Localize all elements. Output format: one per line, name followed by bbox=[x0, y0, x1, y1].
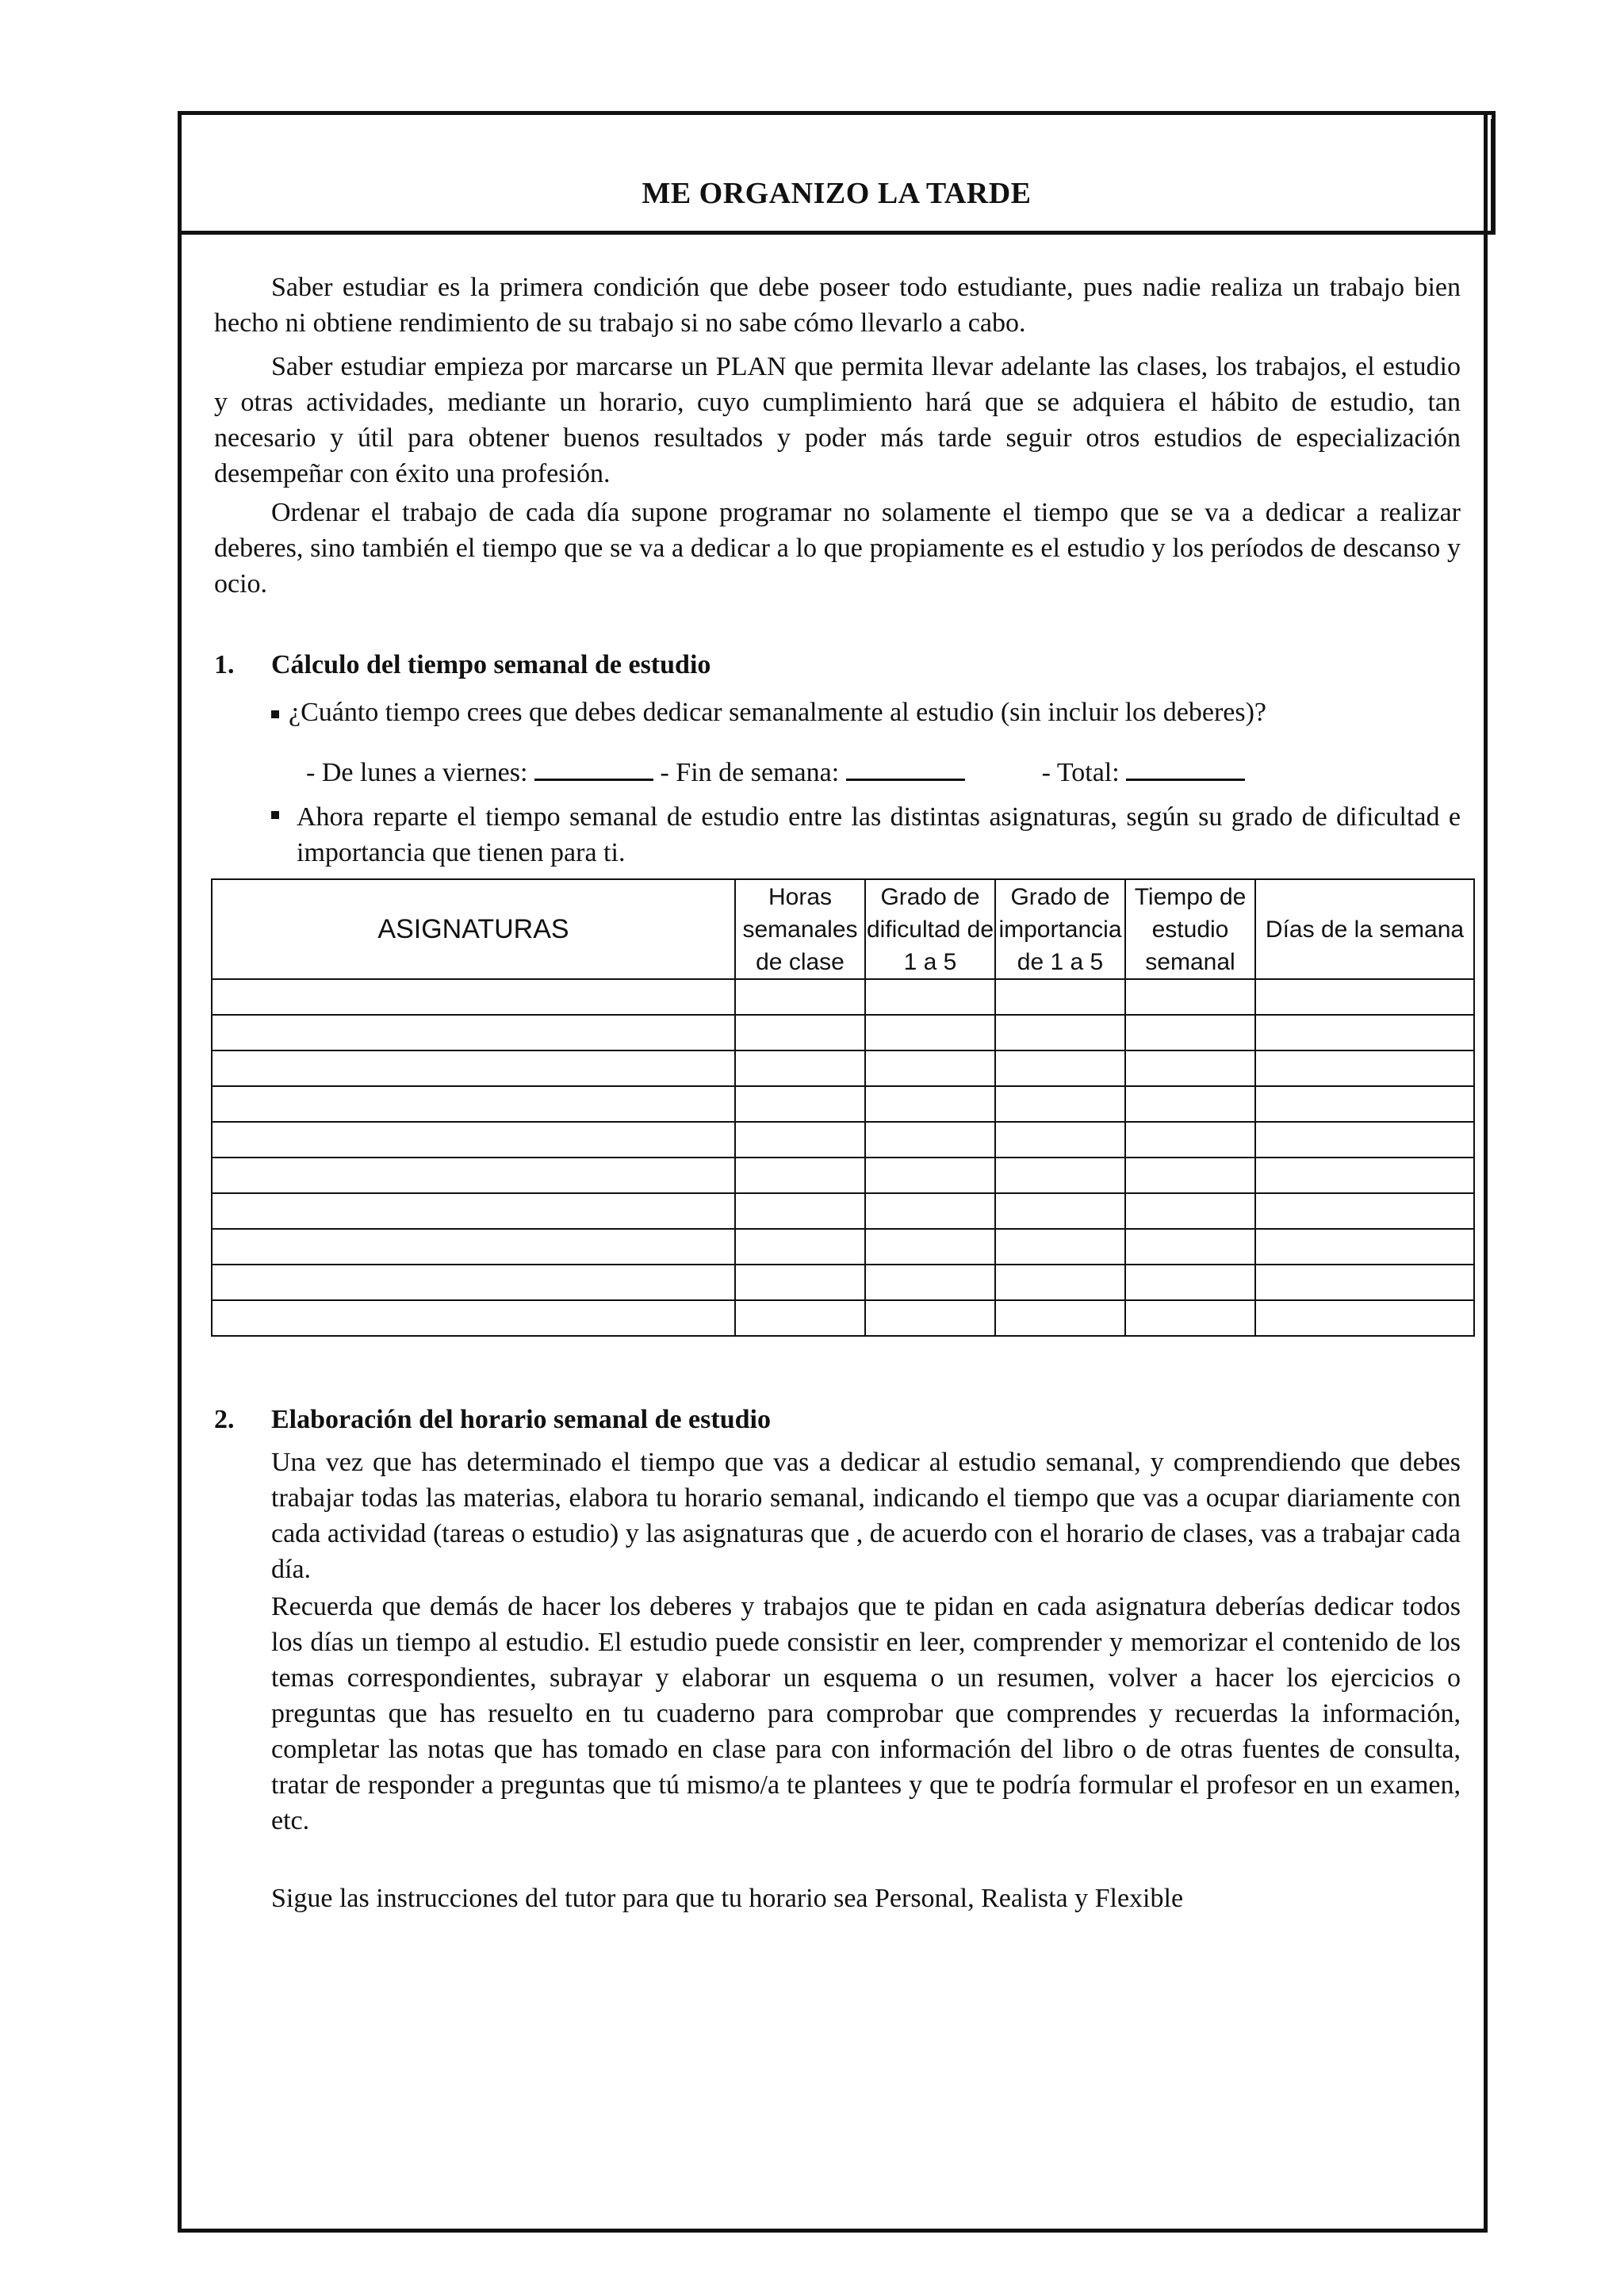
table-cell[interactable] bbox=[1125, 1015, 1255, 1050]
total-blank-field[interactable] bbox=[1126, 755, 1245, 781]
table-cell[interactable] bbox=[735, 1122, 865, 1158]
table-cell[interactable] bbox=[995, 1122, 1125, 1158]
section-1-instruction-item bbox=[271, 799, 1461, 871]
subjects-table bbox=[211, 878, 1475, 1337]
table-cell[interactable] bbox=[995, 979, 1125, 1015]
table-cell[interactable] bbox=[212, 1193, 735, 1229]
section-2-heading bbox=[214, 1405, 1404, 1440]
title-box bbox=[178, 111, 1496, 235]
table-cell[interactable] bbox=[1125, 1158, 1255, 1193]
page-title: ME ORGANIZO LA TARDE bbox=[642, 177, 1032, 210]
table-row bbox=[212, 1086, 1474, 1122]
table-cell[interactable] bbox=[865, 979, 995, 1015]
table-cell[interactable] bbox=[995, 1300, 1125, 1336]
section-1-number: 1. bbox=[214, 650, 235, 679]
weekdays-label: - De lunes a viernes: bbox=[306, 758, 528, 787]
table-cell[interactable] bbox=[735, 1086, 865, 1122]
table-cell[interactable] bbox=[995, 1158, 1125, 1193]
table-cell[interactable] bbox=[212, 1229, 735, 1265]
table-cell[interactable] bbox=[1125, 1193, 1255, 1229]
table-cell[interactable] bbox=[995, 1229, 1125, 1265]
table-row bbox=[212, 1229, 1474, 1265]
weekdays-blank-field[interactable] bbox=[534, 755, 653, 781]
table-cell[interactable] bbox=[735, 979, 865, 1015]
table-cell[interactable] bbox=[1255, 1265, 1474, 1300]
section-1-title: Cálculo del tiempo semanal de estudio bbox=[271, 650, 711, 679]
table-cell[interactable] bbox=[1125, 1265, 1255, 1300]
intro-paragraph-2: Saber estudiar empieza por marcarse un PLAN que permita llevar adelante las clases, los trabajos, el estudio y otras actividades, mediante un horario, cuyo cumplimiento hará que se adquiera el hábito de estudio, tan necesario y útil para obtener buenos resultados y poder más tarde seguir otros estudios de especialización desempeñar con éxito una profesión. bbox=[214, 352, 1461, 488]
table-row bbox=[212, 1122, 1474, 1158]
table-cell[interactable] bbox=[1255, 1300, 1474, 1336]
section-1-question-item bbox=[271, 696, 1266, 729]
section-2-paragraph-1: Una vez que has determinado el tiempo que vas a dedicar al estudio semanal, y comprendiendo que debes trabajar todas las materias, elabora tu horario semanal, indicando el tiempo que vas a ocupar diariamente con cada actividad (tareas o estudio) y las asignaturas que , de acuerdo con el horario de clases, vas a trabajar cada día. bbox=[271, 1448, 1461, 1584]
table-header-row bbox=[212, 879, 1474, 979]
section-2-number: 2. bbox=[214, 1405, 235, 1434]
table-cell[interactable] bbox=[212, 1158, 735, 1193]
section-2-title: Elaboración del horario semanal de estudio bbox=[271, 1405, 771, 1434]
table-cell[interactable] bbox=[1255, 1086, 1474, 1122]
header-tiempo-estudio: Tiempo de estudio semanal bbox=[1125, 879, 1255, 979]
table-cell[interactable] bbox=[1125, 1086, 1255, 1122]
bullet-square-icon bbox=[271, 710, 279, 718]
table-cell[interactable] bbox=[212, 1086, 735, 1122]
table-cell[interactable] bbox=[1255, 979, 1474, 1015]
table-cell[interactable] bbox=[735, 1050, 865, 1086]
table-cell[interactable] bbox=[865, 1193, 995, 1229]
table-cell[interactable] bbox=[995, 1193, 1125, 1229]
table-cell[interactable] bbox=[212, 979, 735, 1015]
table-cell[interactable] bbox=[735, 1229, 865, 1265]
table-cell[interactable] bbox=[735, 1265, 865, 1300]
table-cell[interactable] bbox=[1125, 1229, 1255, 1265]
total-label: - Total: bbox=[1041, 758, 1120, 787]
table-cell[interactable] bbox=[735, 1158, 865, 1193]
intro-paragraph-1: Saber estudiar es la primera condición que debe poseer todo estudiante, pues nadie realiza un trabajo bien hecho ni obtiene rendimiento de su trabajo si no sabe cómo llevarlo a cabo. bbox=[214, 273, 1461, 338]
table-cell[interactable] bbox=[212, 1015, 735, 1050]
table-cell[interactable] bbox=[865, 1158, 995, 1193]
table-cell[interactable] bbox=[1125, 1122, 1255, 1158]
table-cell[interactable] bbox=[1125, 979, 1255, 1015]
section-1-heading bbox=[214, 650, 1404, 685]
closing-line: Sigue las instrucciones del tutor para que tu horario sea Personal, Realista y Flexible bbox=[271, 1884, 1184, 1913]
table-row bbox=[212, 1050, 1474, 1086]
table-cell[interactable] bbox=[735, 1193, 865, 1229]
table-cell[interactable] bbox=[1255, 1015, 1474, 1050]
table-cell[interactable] bbox=[865, 1265, 995, 1300]
header-asignaturas: ASIGNATURAS bbox=[212, 879, 735, 979]
header-grado-importancia: Grado de importancia de 1 a 5 bbox=[995, 879, 1125, 979]
section-1-instruction: Ahora reparte el tiempo semanal de estudio entre las distintas asignaturas, según su grado de dificultad e importancia que tienen para ti. bbox=[297, 802, 1461, 867]
table-cell[interactable] bbox=[735, 1300, 865, 1336]
bullet-square-icon bbox=[271, 811, 279, 819]
table-body bbox=[212, 979, 1474, 1336]
table-cell[interactable] bbox=[865, 1086, 995, 1122]
table-cell[interactable] bbox=[995, 1086, 1125, 1122]
header-grado-dificultad: Grado de dificultad de 1 a 5 bbox=[865, 879, 995, 979]
table-row bbox=[212, 979, 1474, 1015]
table-row bbox=[212, 1300, 1474, 1336]
section-2-paragraph-2: Recuerda que demás de hacer los deberes y trabajos que te pidan en cada asignatura deberías dedicar todos los días un tiempo al estudio. El estudio puede consistir en leer, comprender y memorizar el contenido de los temas correspondientes, subrayar y elaborar un esquema o un resumen, volver a hacer los ejercicios o preguntas que has resuelto en tu cuaderno para comprobar que comprendes y recuerdas la información, completar las notas que has tomado en clase para con información del libro o de otras fuentes de consulta, tratar de responder a preguntas que tú mismo/a te plantees y que te podría formular el profesor en un examen, etc. bbox=[271, 1592, 1461, 1835]
table-cell[interactable] bbox=[865, 1015, 995, 1050]
table-cell[interactable] bbox=[1125, 1300, 1255, 1336]
table-row bbox=[212, 1193, 1474, 1229]
table-cell[interactable] bbox=[995, 1265, 1125, 1300]
intro-paragraph-3: Ordenar el trabajo de cada día supone programar no solamente el tiempo que se va a dedicar a realizar deberes, sino también el tiempo que se va a dedicar a lo que propiamente es el estudio y los períodos de descanso y ocio. bbox=[214, 498, 1461, 599]
table-cell[interactable] bbox=[865, 1229, 995, 1265]
time-fields-row bbox=[306, 755, 1245, 790]
section-1-question: ¿Cuánto tiempo crees que debes dedicar semanalmente al estudio (sin incluir los deberes)? bbox=[289, 698, 1266, 727]
header-horas-semanales: Horas semanales de clase bbox=[735, 879, 865, 979]
weekend-blank-field[interactable] bbox=[846, 755, 965, 781]
table-cell[interactable] bbox=[212, 1300, 735, 1336]
table-row bbox=[212, 1158, 1474, 1193]
weekend-label: - Fin de semana: bbox=[660, 758, 840, 787]
table-cell[interactable] bbox=[212, 1122, 735, 1158]
header-dias-semana: Días de la semana bbox=[1255, 879, 1474, 979]
table-row bbox=[212, 1015, 1474, 1050]
table-cell[interactable] bbox=[865, 1300, 995, 1336]
table-cell[interactable] bbox=[1125, 1050, 1255, 1086]
table-cell[interactable] bbox=[212, 1050, 735, 1086]
table-cell[interactable] bbox=[995, 1050, 1125, 1086]
table-cell[interactable] bbox=[995, 1015, 1125, 1050]
table-cell[interactable] bbox=[865, 1122, 995, 1158]
table-cell[interactable] bbox=[865, 1050, 995, 1086]
table-cell[interactable] bbox=[212, 1265, 735, 1300]
table-cell[interactable] bbox=[1255, 1050, 1474, 1086]
table-cell[interactable] bbox=[1255, 1122, 1474, 1158]
table-cell[interactable] bbox=[735, 1015, 865, 1050]
table-cell[interactable] bbox=[1255, 1193, 1474, 1229]
table-row bbox=[212, 1265, 1474, 1300]
table-cell[interactable] bbox=[1255, 1158, 1474, 1193]
table-cell[interactable] bbox=[1255, 1229, 1474, 1265]
